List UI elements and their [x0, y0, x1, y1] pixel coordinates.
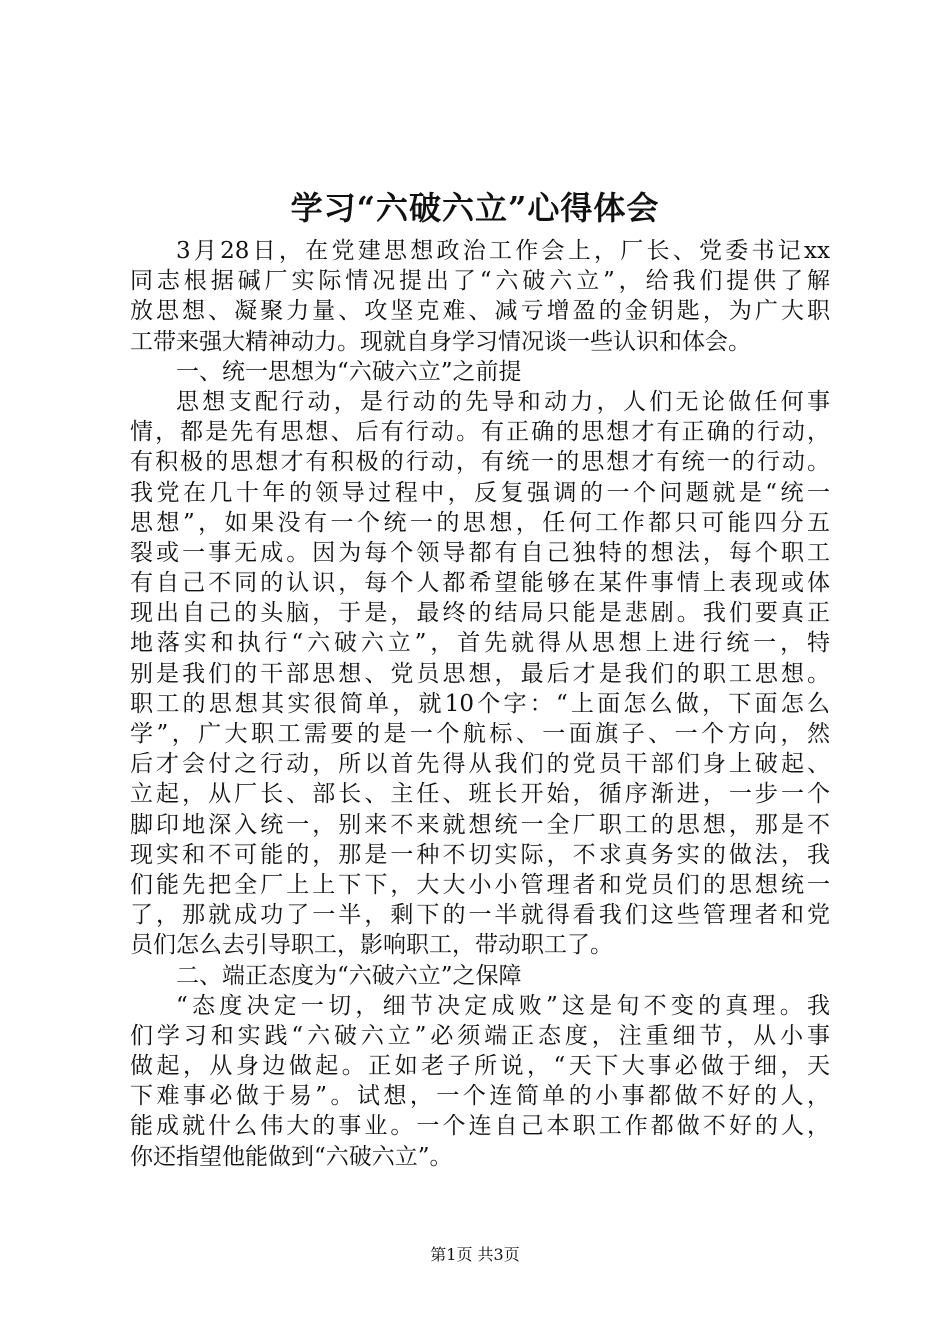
text-line: 别是我们的干部思想、党员思想，最后才是我们的职工思想。: [130, 660, 830, 687]
text-line: 员们怎么去引导职工，影响职工，带动职工了。: [130, 932, 613, 959]
page-footer: 第1页 共3页: [430, 1245, 520, 1264]
text-line: 二、端正态度为“六破六立”之保障: [176, 962, 522, 989]
text-line: 有自己不同的认识，每个人都希望能够在某件事情上表现或体: [130, 570, 830, 597]
text-line: 工带来强大精神动力。现就自身学习情况谈一些认识和体会。: [130, 328, 751, 355]
text-line: 思想支配行动，是行动的先导和动力，人们无论做任何事: [176, 388, 830, 415]
text-line: 做起，从身边做起。正如老子所说，“天下大事必做于细，天: [130, 1053, 830, 1080]
text-line: 立起，从厂长、部长、主任、班长开始，循序渐进，一步一个: [130, 781, 830, 808]
text-line: 你还指望他能做到“六破六立”。: [130, 1143, 453, 1170]
text-line: 能成就什么伟大的事业。一个连自己本职工作都做不好的人，: [130, 1113, 830, 1140]
text-line: 我党在几十年的领导过程中，反复强调的一个问题就是“统一: [130, 479, 830, 506]
text-line: 学”，广大职工需要的是一个航标、一面旗子、一个方向，然: [130, 721, 830, 747]
text-line: 3月28日，在党建思想政治工作会上，厂长、党委书记xx: [176, 238, 830, 264]
text-line: 现实和不可能的，那是一种不切实际，不求真务实的做法，我: [130, 841, 830, 868]
document-title: 学习“六破六立”心得体会: [290, 189, 660, 227]
text-line: 思想”，如果没有一个统一的思想，任何工作都只可能四分五: [130, 509, 830, 536]
text-line: 同志根据碱厂实际情况提出了“六破六立”，给我们提供了解: [130, 268, 830, 295]
text-line: 现出自己的头脑，于是，最终的结局只能是悲剧。我们要真正: [130, 600, 830, 627]
text-line: 情，都是先有思想、后有行动。有正确的思想才有正确的行动，: [130, 419, 830, 446]
text-line: 后才会付之行动，所以首先得从我们的党员干部们身上破起、: [130, 751, 830, 778]
text-line: 脚印地深入统一，别来不来就想统一全厂职工的思想，那是不: [130, 811, 830, 838]
text-line: 有积极的思想才有积极的行动，有统一的思想才有统一的行动。: [130, 449, 830, 476]
text-line: 地落实和执行“六破六立”，首先就得从思想上进行统一，特: [130, 630, 830, 657]
text-line: 职工的思想其实很简单，就10个字：“上面怎么做，下面怎么: [130, 690, 830, 717]
text-line: 们学习和实践“六破六立”必须端正态度，注重细节，从小事: [130, 1022, 830, 1049]
text-line: 一、统一思想为“六破六立”之前提: [176, 358, 522, 385]
text-line: 下难事必做于易”。试想，一个连简单的小事都做不好的人，: [130, 1083, 830, 1110]
text-line: 裂或一事无成。因为每个领导都有自己独特的想法，每个职工: [130, 539, 830, 566]
text-line: “态度决定一切，细节决定成败”这是旬不变的真理。我: [176, 992, 830, 1019]
text-line: 放思想、凝聚力量、攻坚克难、减亏增盈的金钥匙，为广大职: [130, 298, 830, 325]
document-body: [130, 236, 830, 1172]
text-line: 了，那就成功了一半，剩下的一半就得看我们这些管理者和党: [130, 902, 830, 929]
text-line: 们能先把全厂上上下下，大大小小管理者和党员们的思想统一: [130, 871, 830, 898]
